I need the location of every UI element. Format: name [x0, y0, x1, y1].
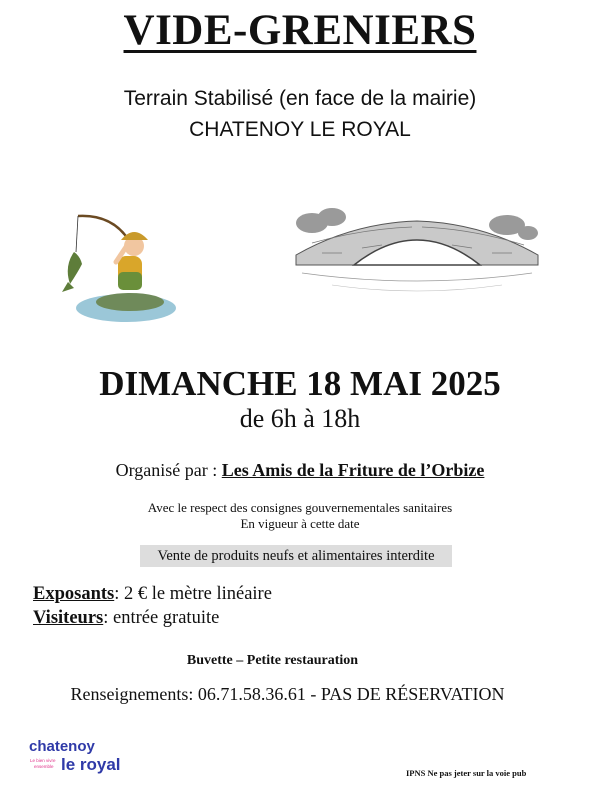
buvette-line: Buvette – Petite restauration: [186, 653, 359, 668]
visiteurs-label: Visiteurs: [33, 608, 104, 628]
stone-bridge-illustration: [292, 193, 542, 323]
fisherman-illustration: [58, 204, 178, 329]
organizer-name: Les Amis de la Friture de l’Orbize: [221, 460, 485, 480]
fishing-rod: [78, 216, 130, 242]
logo-tagline-1: Le bien vivre: [30, 758, 56, 763]
organizer-label: Organisé par :: [115, 460, 222, 480]
organizer-line: [0, 460, 600, 481]
river-line: [302, 273, 532, 281]
ipns-footer: IPNS Ne pas jeter sur la voie pub: [406, 768, 527, 778]
prohibition-banner: Vente de produits neufs et alimentaires interdite: [140, 545, 452, 567]
fishing-line: [76, 216, 78, 252]
logo-word-2: le royal: [61, 755, 121, 774]
fish-tail: [62, 282, 74, 292]
poster-title: VIDE-GRENIERS: [123, 7, 477, 54]
event-hours: de 6h à 18h: [239, 404, 361, 433]
logo-word-1: chatenoy: [29, 738, 95, 755]
logo-tagline-2: ensemble: [34, 764, 54, 769]
exposants-label: Exposants: [33, 584, 115, 604]
river-line-2: [332, 285, 502, 291]
chatenoy-logo: [25, 736, 135, 780]
fish: [68, 252, 82, 284]
rock: [96, 293, 164, 311]
sanitary-notice-line-2: En vigueur à cette date: [240, 516, 360, 531]
exposants-row: [33, 584, 272, 605]
exposants-value: : 2 € le mètre linéaire: [114, 584, 272, 604]
fisherman-waders: [118, 272, 142, 290]
visiteurs-value: : entrée gratuite: [103, 608, 220, 628]
visiteurs-row: [33, 608, 219, 629]
location-line-1: Terrain Stabilisé (en face de la mairie): [123, 87, 477, 110]
event-date: DIMANCHE 18 MAI 2025: [99, 364, 501, 403]
location-line-2: CHATENOY LE ROYAL: [189, 118, 411, 141]
sanitary-notice-line-1: Avec le respect des consignes gouvernementales sanitaires: [147, 500, 453, 515]
contact-info: Renseignements: 06.71.58.36.61 - PAS DE RÉSERVATION: [70, 684, 505, 704]
